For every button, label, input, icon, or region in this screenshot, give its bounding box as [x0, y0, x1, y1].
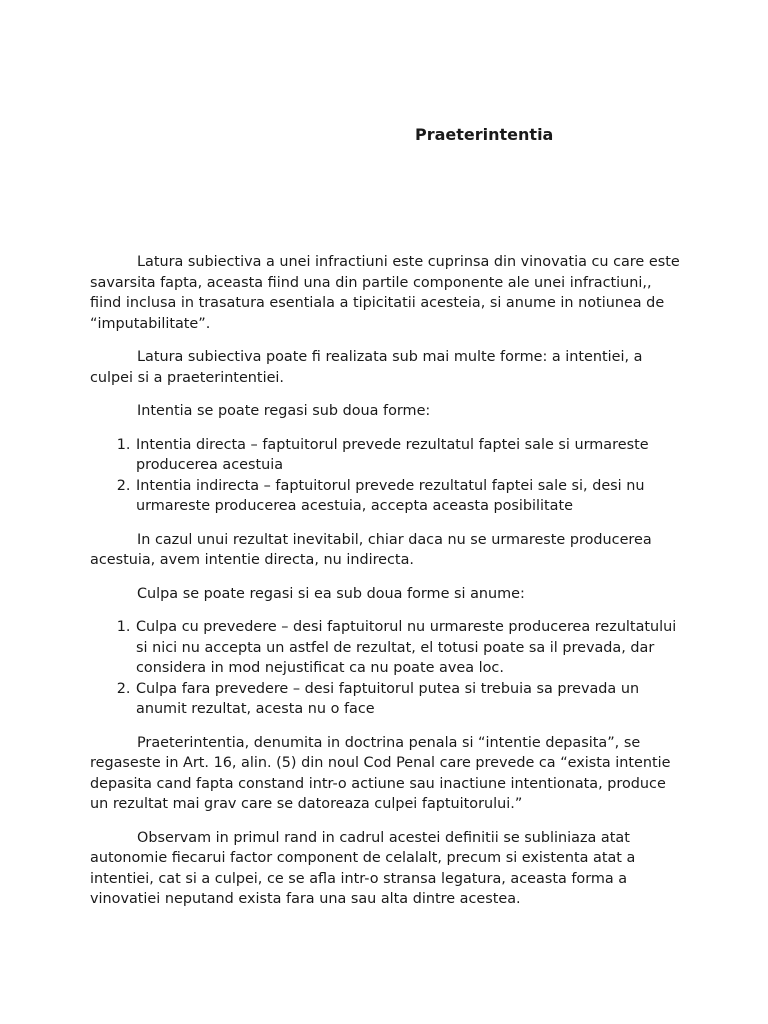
- list-item: 1. Culpa cu prevedere – desi faptuitorul nu urmareste producerea rezultatului si nici nu accepta un astfel de rezultat, el totusi poate sa il prevada, dar considera in mod nejustificat ca nu poate avea loc.: [135, 617, 686, 679]
- culpa-list: [90, 617, 686, 720]
- intentia-list: [90, 435, 686, 517]
- list-item: 1. Intentia directa – faptuitorul prevede rezultatul faptei sale si urmareste producerea acestuia: [135, 435, 686, 476]
- list-item: 2. Intentia indirecta – faptuitorul prevede rezultatul faptei sale si, desi nu urmareste producerea acestuia, accepta aceasta posibilitate: [135, 476, 686, 517]
- paragraph: In cazul unui rezultat inevitabil, chiar daca nu se urmareste producerea acestuia, avem intentie directa, nu indirecta.: [90, 531, 652, 568]
- paragraph: Culpa se poate regasi si ea sub doua forme si anume:: [137, 585, 525, 602]
- document-title: Praeterintentia: [415, 125, 554, 144]
- paragraph: Praeterintentia, denumita in doctrina penala si “intentie depasita”, se regaseste in Art. 16, alin. (5) din noul Cod Penal care prevede ca “exista intentie depasita cand fapta constand intr-o actiune sau inactiune intentionata, produce un rezultat mai grav care se datoreaza culpei faptuitorului.”: [90, 734, 671, 812]
- paragraph: Intentia se poate regasi sub doua forme:: [137, 403, 431, 419]
- document-body: [90, 252, 686, 923]
- paragraph: Latura subiectiva a unei infractiuni este cuprinsa din vinovatia cu care este savarsita fapta, aceasta fiind una din partile componente ale unei infractiuni,, fiind inclusa in trasatura esentiala a tipicitatii acesteia, si anume in notiunea de “imputabilitate”.: [90, 254, 680, 332]
- paragraph: Latura subiectiva poate fi realizata sub mai multe forme: a intentiei, a culpei si a praeterintentiei.: [90, 349, 643, 386]
- paragraph: Observam in primul rand in cadrul acestei definitii se subliniaza atat autonomie fiecarui factor component de celalalt, precum si existenta atat a intentiei, cat si a culpei, ce se afla intr-o stransa legatura, aceasta forma a vinovatiei neputand exista fara una sau alta dintre acestea.: [90, 829, 636, 907]
- list-item: 2. Culpa fara prevedere – desi faptuitorul putea si trebuia sa prevada un anumit rezultat, acesta nu o face: [135, 679, 686, 720]
